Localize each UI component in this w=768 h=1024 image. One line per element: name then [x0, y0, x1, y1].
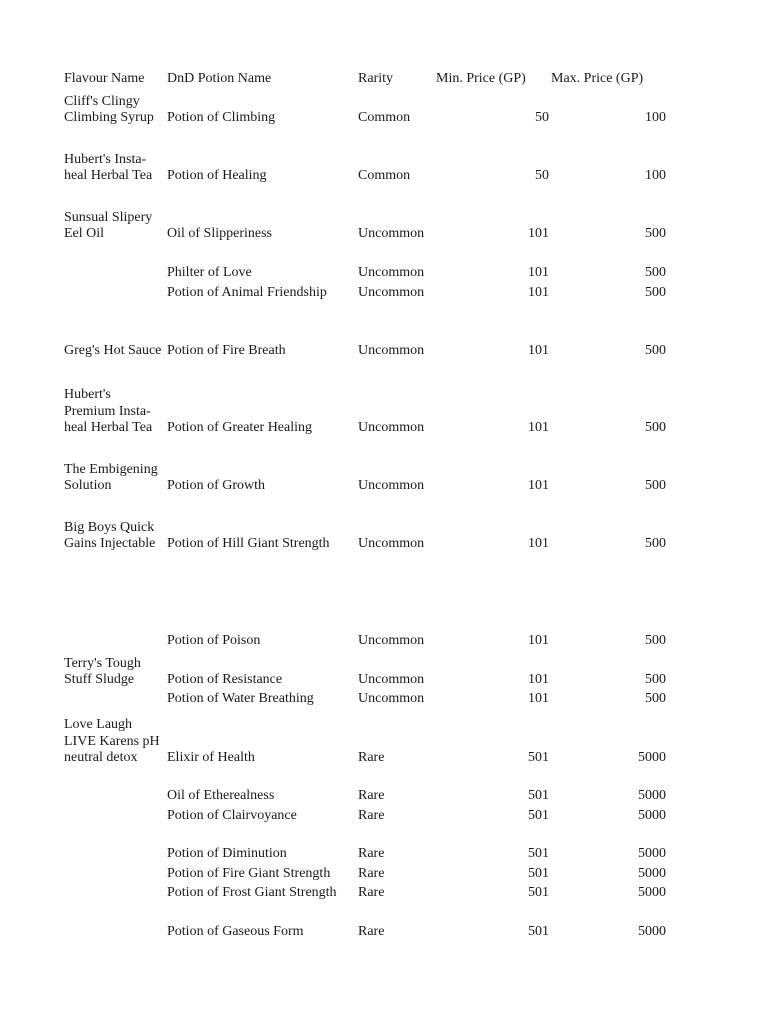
max-price-cell: 500	[645, 536, 666, 551]
flavour-name-line: Hubert's Insta-	[64, 151, 147, 167]
flavour-name-cell	[64, 717, 164, 767]
flavour-name-line: Hubert's	[64, 387, 111, 402]
max-price-cell: 5000	[638, 846, 666, 861]
potion-name-cell: Potion of Fire Breath	[167, 343, 286, 358]
min-price-cell: 101	[528, 343, 549, 358]
min-price-cell: 101	[528, 633, 549, 648]
min-price-cell: 501	[528, 750, 549, 765]
flavour-name-cell	[64, 210, 164, 243]
flavour-name-line: Premium Insta-	[64, 403, 151, 419]
rarity-cell: Uncommon	[358, 285, 425, 300]
min-price-cell: 101	[528, 536, 549, 551]
header-min-price: Min. Price (GP)	[436, 71, 526, 86]
rarity-cell: Uncommon	[358, 536, 425, 551]
potion-name-cell: Potion of Clairvoyance	[167, 808, 297, 823]
rarity-cell: Rare	[358, 846, 385, 861]
min-price-cell: 501	[528, 846, 549, 861]
flavour-name-line: Cliff's Clingy	[64, 93, 140, 109]
rarity-cell: Rare	[358, 924, 385, 939]
potion-name-cell: Potion of Resistance	[167, 672, 283, 687]
min-price-cell: 501	[528, 808, 549, 823]
min-price-cell: 101	[528, 672, 549, 687]
flavour-name-cell	[64, 520, 164, 553]
potion-name-cell: Potion of Water Breathing	[167, 691, 314, 706]
rarity-cell: Uncommon	[358, 478, 425, 493]
min-price-cell: 101	[528, 285, 549, 300]
max-price-cell: 500	[645, 633, 666, 648]
min-price-cell: 50	[535, 110, 549, 125]
flavour-name-line: LIVE Karens pH	[64, 733, 160, 749]
rarity-cell: Uncommon	[358, 691, 425, 706]
header-potion-name: DnD Potion Name	[167, 71, 272, 86]
flavour-name-line: heal Herbal Tea	[64, 420, 153, 435]
min-price-cell: 50	[535, 168, 549, 183]
flavour-name-line: Climbing Syrup	[64, 110, 154, 125]
potion-name-cell: Potion of Diminution	[167, 846, 287, 861]
max-price-cell: 500	[645, 285, 666, 300]
potion-name-cell: Potion of Gaseous Form	[167, 924, 304, 939]
flavour-name-line: Big Boys Quick	[64, 519, 155, 535]
flavour-name-line: heal Herbal Tea	[64, 168, 153, 183]
rarity-cell: Rare	[358, 808, 385, 823]
max-price-cell: 100	[645, 168, 666, 183]
max-price-cell: 500	[645, 672, 666, 687]
max-price-cell: 500	[645, 265, 666, 280]
header-max-price: Max. Price (GP)	[551, 71, 644, 86]
flavour-name-line: Greg's Hot Sauce	[64, 343, 162, 358]
max-price-cell: 100	[645, 110, 666, 125]
rarity-cell: Uncommon	[358, 672, 425, 687]
rarity-cell: Uncommon	[358, 265, 425, 280]
max-price-cell: 5000	[638, 788, 666, 803]
max-price-cell: 500	[645, 691, 666, 706]
min-price-cell: 101	[528, 691, 549, 706]
flavour-name-cell	[64, 152, 164, 185]
potion-name-cell: Oil of Etherealness	[167, 788, 275, 803]
rarity-cell: Common	[358, 168, 411, 183]
rarity-cell: Uncommon	[358, 343, 425, 358]
potion-name-cell: Potion of Animal Friendship	[167, 285, 327, 300]
potion-name-cell: Potion of Hill Giant Strength	[167, 536, 330, 551]
flavour-name-line: Stuff Sludge	[64, 672, 135, 687]
min-price-cell: 101	[528, 265, 549, 280]
max-price-cell: 500	[645, 343, 666, 358]
rarity-cell: Common	[358, 110, 411, 125]
flavour-name-cell	[64, 656, 164, 689]
min-price-cell: 101	[528, 420, 549, 435]
max-price-cell: 5000	[638, 866, 666, 881]
max-price-cell: 500	[645, 478, 666, 493]
max-price-cell: 500	[645, 420, 666, 435]
flavour-name-cell	[64, 94, 164, 127]
min-price-cell: 501	[528, 924, 549, 939]
potion-name-cell: Potion of Poison	[167, 633, 261, 648]
potion-name-cell: Potion of Healing	[167, 168, 267, 183]
potion-name-cell: Philter of Love	[167, 265, 252, 280]
flavour-name-cell	[64, 343, 164, 360]
potion-name-cell: Potion of Growth	[167, 478, 265, 493]
header-rarity: Rarity	[358, 71, 393, 86]
flavour-name-line: Solution	[64, 478, 112, 493]
flavour-name-line: Gains Injectable	[64, 536, 156, 551]
potion-name-cell: Elixir of Health	[167, 750, 255, 765]
flavour-name-line: The Embigening	[64, 461, 158, 477]
potion-name-cell: Potion of Greater Healing	[167, 420, 313, 435]
flavour-name-line: Eel Oil	[64, 226, 105, 241]
potion-name-cell: Oil of Slipperiness	[167, 226, 272, 241]
potion-name-cell: Potion of Frost Giant Strength	[167, 885, 337, 900]
potion-name-cell: Potion of Climbing	[167, 110, 276, 125]
flavour-name-line: Terry's Tough	[64, 655, 141, 671]
rarity-cell: Uncommon	[358, 420, 425, 435]
flavour-name-line: neutral detox	[64, 750, 138, 765]
min-price-cell: 501	[528, 866, 549, 881]
min-price-cell: 501	[528, 885, 549, 900]
rarity-cell: Rare	[358, 750, 385, 765]
rarity-cell: Uncommon	[358, 633, 425, 648]
max-price-cell: 500	[645, 226, 666, 241]
max-price-cell: 5000	[638, 885, 666, 900]
max-price-cell: 5000	[638, 750, 666, 765]
max-price-cell: 5000	[638, 808, 666, 823]
potion-name-cell: Potion of Fire Giant Strength	[167, 866, 331, 881]
flavour-name-cell	[64, 387, 164, 437]
min-price-cell: 501	[528, 788, 549, 803]
rarity-cell: Rare	[358, 866, 385, 881]
header-flavour-name: Flavour Name	[64, 71, 145, 86]
rarity-cell: Uncommon	[358, 226, 425, 241]
flavour-name-line: Love Laugh	[64, 717, 133, 732]
flavour-name-line: Sunsual Slipery	[64, 209, 153, 225]
min-price-cell: 101	[528, 226, 549, 241]
rarity-cell: Rare	[358, 788, 385, 803]
rarity-cell: Rare	[358, 885, 385, 900]
flavour-name-cell	[64, 462, 164, 495]
max-price-cell: 5000	[638, 924, 666, 939]
min-price-cell: 101	[528, 478, 549, 493]
